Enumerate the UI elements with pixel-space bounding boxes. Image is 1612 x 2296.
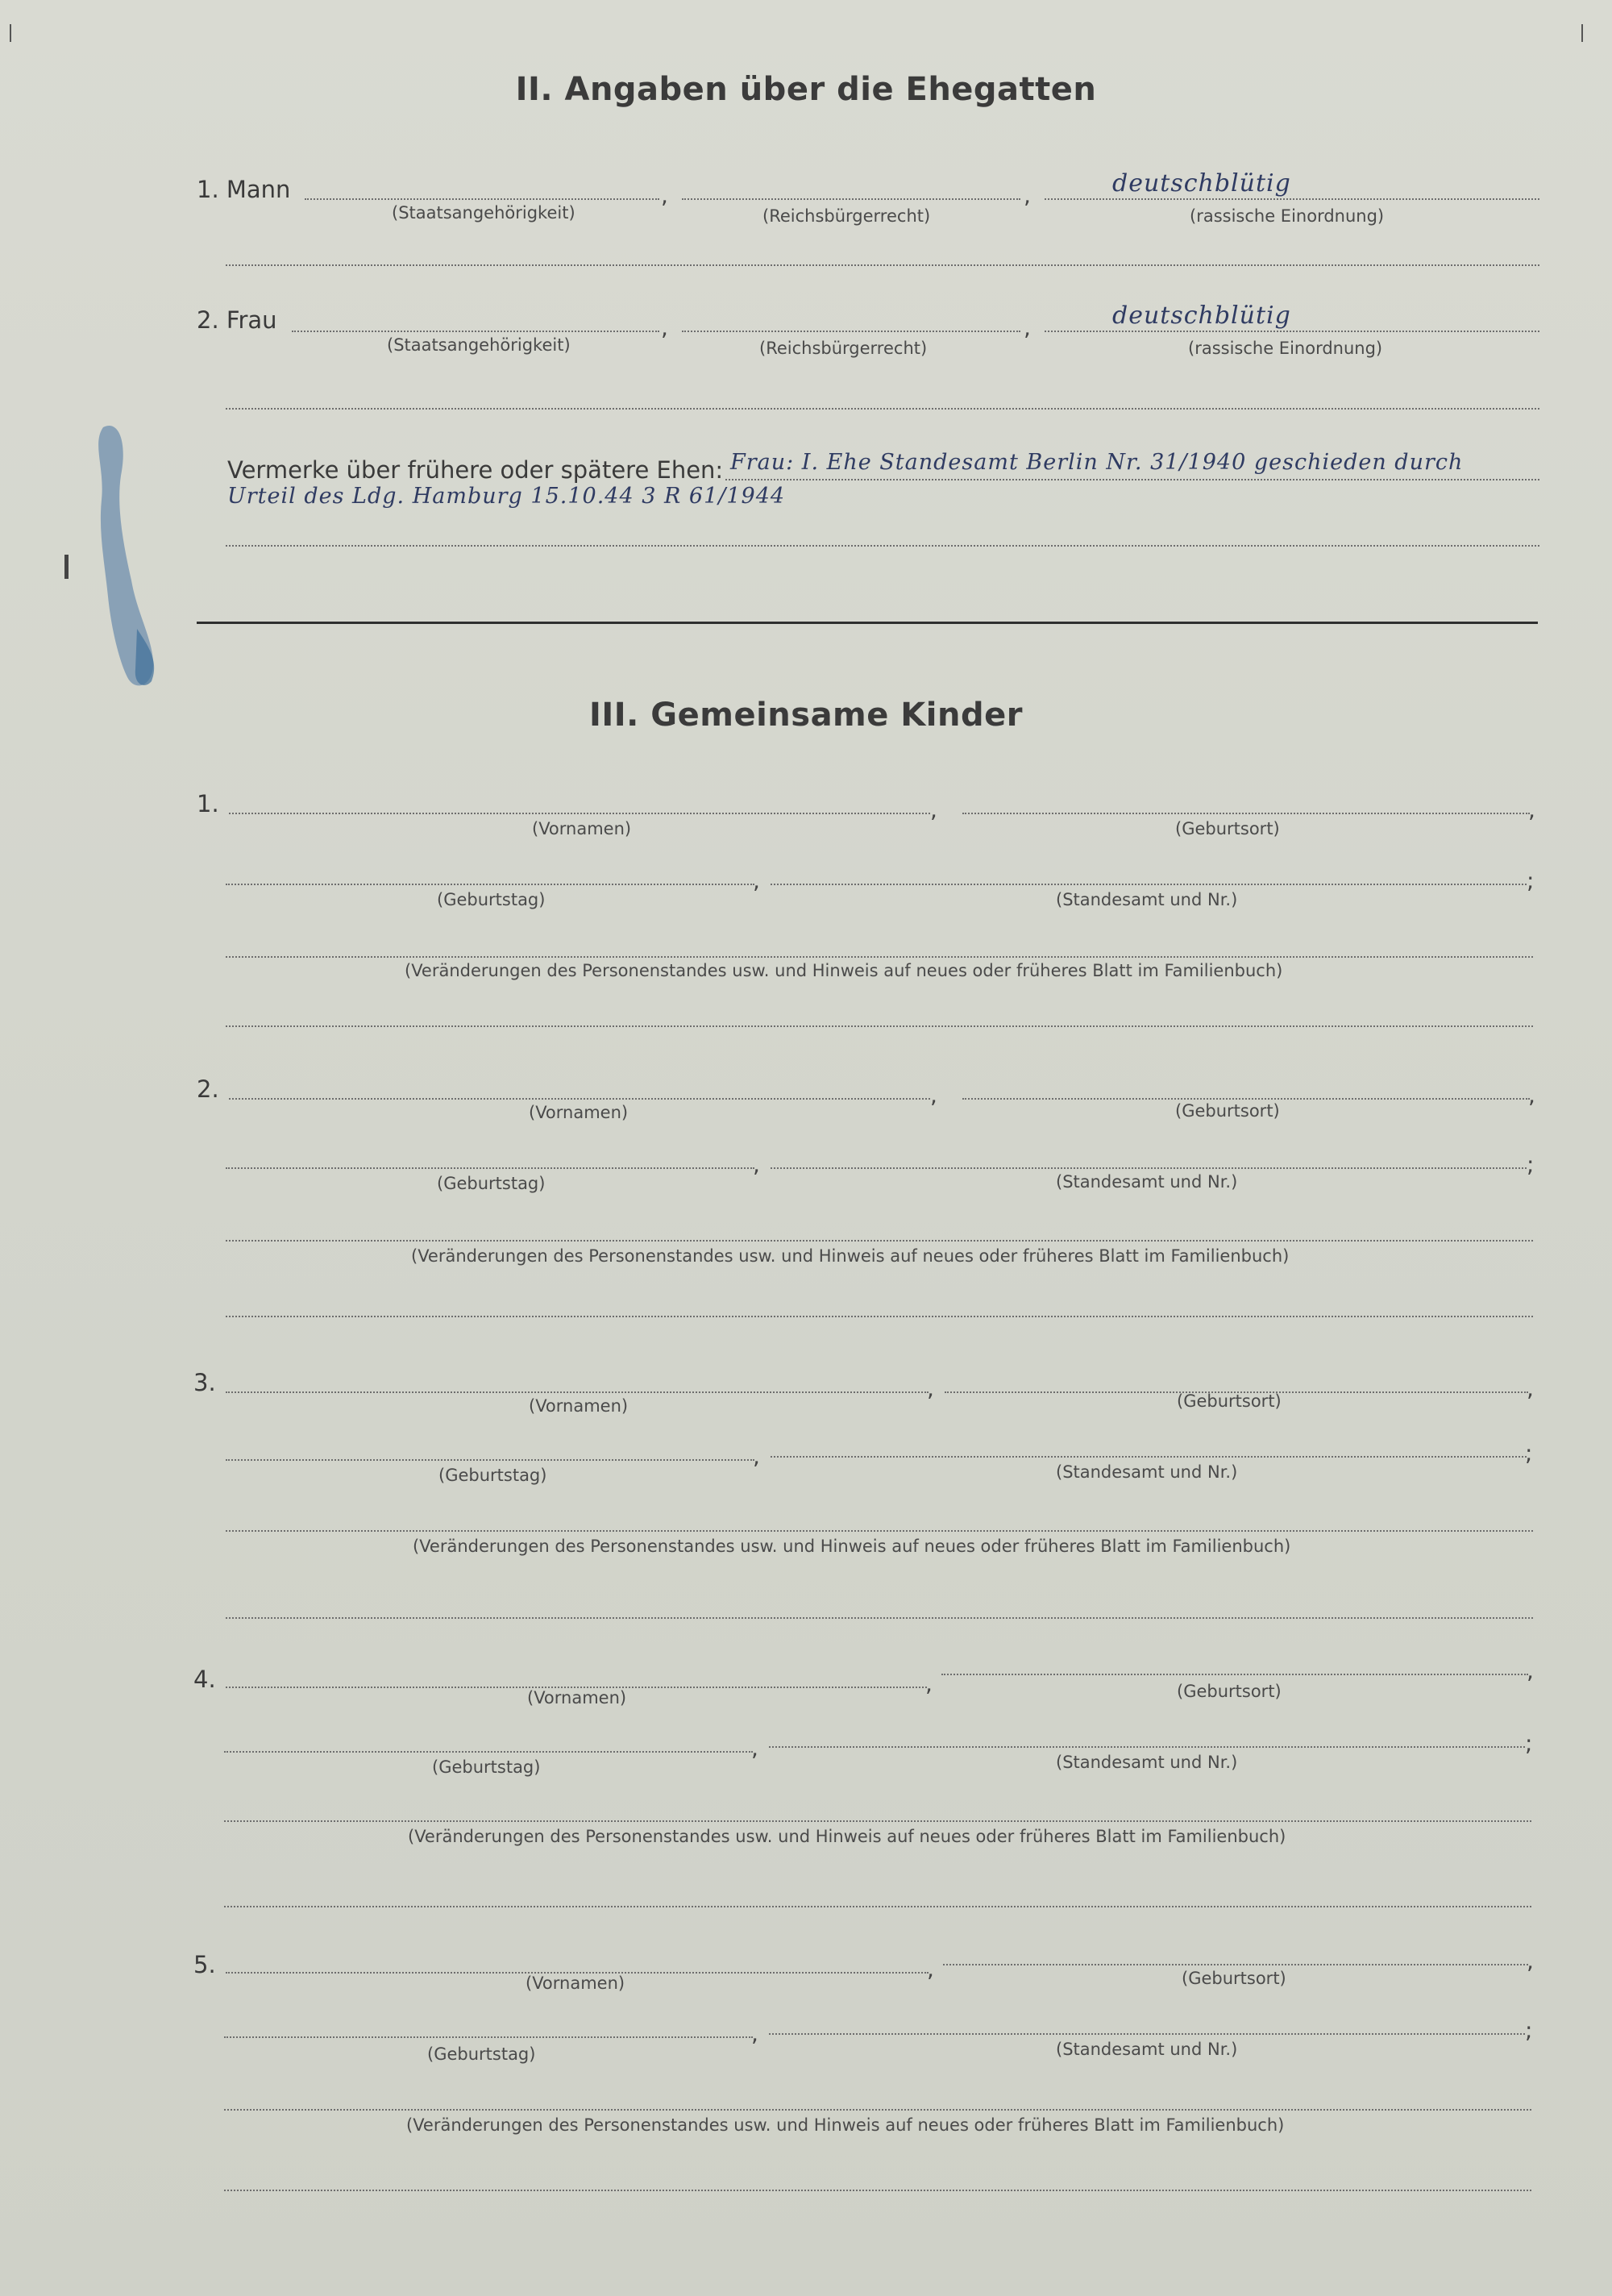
mann-label: 1. Mann xyxy=(197,176,291,203)
comma: , xyxy=(751,1735,758,1762)
caption-vornamen: (Vornamen) xyxy=(532,819,632,838)
semicolon: ; xyxy=(1525,2017,1533,2044)
comma: , xyxy=(661,182,668,209)
child-1-veraenderungen-field[interactable] xyxy=(226,956,1533,958)
comma: , xyxy=(753,867,760,894)
child-4-geburtsort-field[interactable] xyxy=(941,1674,1528,1675)
frau-extra-line[interactable] xyxy=(226,408,1539,410)
comma: , xyxy=(927,1956,934,1982)
child-3-extra-line[interactable] xyxy=(226,1617,1533,1619)
caption-vornamen: (Vornamen) xyxy=(526,1974,625,1993)
child-1-vornamen-field[interactable] xyxy=(229,813,930,814)
comma: , xyxy=(930,1082,937,1108)
child-4-geburtstag-field[interactable] xyxy=(224,1751,753,1753)
caption-veraenderungen: (Veränderungen des Personenstandes usw. und Hinweis auf neues oder früheres Blatt im Familienbuch) xyxy=(408,1827,1286,1846)
comma: , xyxy=(927,1375,934,1402)
caption-standesamt: (Standesamt und Nr.) xyxy=(1056,1462,1238,1482)
child-5-standesamt-field[interactable] xyxy=(769,2033,1525,2035)
child-3-vornamen-field[interactable] xyxy=(226,1391,929,1393)
comma: , xyxy=(1527,1948,1534,1974)
child-3-number: 3. xyxy=(193,1369,216,1396)
caption-geburtstag: (Geburtstag) xyxy=(437,890,546,909)
frau-staatsangehoerigkeit-field[interactable] xyxy=(292,331,659,332)
caption-vornamen: (Vornamen) xyxy=(529,1396,629,1416)
caption-geburtstag: (Geburtstag) xyxy=(427,2044,536,2064)
caption-geburtsort: (Geburtsort) xyxy=(1177,1682,1282,1701)
caption-geburtsort: (Geburtsort) xyxy=(1175,819,1280,838)
child-5-number: 5. xyxy=(193,1951,216,1978)
margin-mark-left xyxy=(10,24,11,42)
caption-vornamen: (Vornamen) xyxy=(529,1103,629,1122)
mann-staatsangehoerigkeit-field[interactable] xyxy=(305,198,659,200)
caption-staatsangehoerigkeit: (Staatsangehörigkeit) xyxy=(392,203,575,223)
caption-reichsbuergerrecht: (Reichsbürgerrecht) xyxy=(762,206,931,226)
semicolon: ; xyxy=(1525,1730,1533,1757)
frau-rassische-field[interactable] xyxy=(1045,331,1539,332)
child-2-number: 2. xyxy=(197,1075,219,1103)
section-title-kinder: III. Gemeinsame Kinder xyxy=(589,697,1023,734)
comma: , xyxy=(661,314,668,341)
child-5-geburtsort-field[interactable] xyxy=(943,1964,1528,1965)
caption-standesamt: (Standesamt und Nr.) xyxy=(1056,1172,1238,1192)
caption-standesamt: (Standesamt und Nr.) xyxy=(1056,2040,1238,2059)
section-title-ehegatten: II. Angaben über die Ehegatten xyxy=(515,71,1097,108)
comma: , xyxy=(751,2020,758,2047)
comma: , xyxy=(1528,797,1535,823)
child-3-standesamt-field[interactable] xyxy=(771,1456,1527,1458)
frau-label: 2. Frau xyxy=(197,306,277,334)
comma: , xyxy=(1527,1375,1534,1402)
child-1-number: 1. xyxy=(197,790,219,817)
comma: , xyxy=(753,1443,760,1470)
child-2-standesamt-field[interactable] xyxy=(771,1167,1527,1169)
caption-vornamen: (Vornamen) xyxy=(527,1688,627,1707)
comma: , xyxy=(925,1670,933,1697)
caption-geburtstag: (Geburtstag) xyxy=(437,1174,546,1193)
caption-geburtstag: (Geburtstag) xyxy=(432,1757,541,1777)
child-4-number: 4. xyxy=(193,1666,216,1693)
child-2-extra-line[interactable] xyxy=(226,1316,1533,1317)
caption-staatsangehoerigkeit: (Staatsangehörigkeit) xyxy=(387,335,571,355)
child-2-geburtstag-field[interactable] xyxy=(226,1167,754,1169)
frau-reichsbuergerrecht-field[interactable] xyxy=(682,331,1020,332)
frau-rassische-value: deutschblütig xyxy=(1112,302,1291,330)
child-1-geburtstag-field[interactable] xyxy=(226,884,754,885)
comma: , xyxy=(753,1151,760,1178)
child-2-vornamen-field[interactable] xyxy=(229,1098,930,1100)
caption-veraenderungen: (Veränderungen des Personenstandes usw. und Hinweis auf neues oder früheres Blatt im Familienbuch) xyxy=(411,1246,1290,1266)
child-1-geburtsort-field[interactable] xyxy=(962,813,1530,814)
caption-geburtsort: (Geburtsort) xyxy=(1177,1391,1282,1411)
child-4-veraenderungen-field[interactable] xyxy=(224,1820,1531,1822)
child-5-extra-line[interactable] xyxy=(224,2190,1531,2191)
section-divider xyxy=(197,622,1538,624)
child-1-standesamt-field[interactable] xyxy=(771,884,1527,885)
semicolon: ; xyxy=(1525,1440,1533,1466)
ink-dot xyxy=(64,555,69,579)
comma: , xyxy=(1024,314,1031,341)
child-2-geburtsort-field[interactable] xyxy=(962,1098,1530,1100)
caption-reichsbuergerrecht: (Reichsbürgerrecht) xyxy=(759,339,928,358)
mann-rassische-field[interactable] xyxy=(1045,198,1539,200)
vermerke-label: Vermerke über frühere oder spätere Ehen: xyxy=(227,456,724,484)
semicolon: ; xyxy=(1527,867,1535,894)
child-3-geburtstag-field[interactable] xyxy=(226,1459,754,1461)
margin-mark-right xyxy=(1581,24,1583,42)
comma: , xyxy=(930,797,937,823)
child-4-standesamt-field[interactable] xyxy=(769,1746,1525,1748)
caption-rassische: (rassische Einordnung) xyxy=(1190,206,1385,226)
vermerke-value-line2: Urteil des Ldg. Hamburg 15.10.44 3 R 61/1944 xyxy=(227,484,786,509)
child-1-extra-line[interactable] xyxy=(226,1025,1533,1027)
child-3-veraenderungen-field[interactable] xyxy=(226,1530,1533,1532)
caption-geburtsort: (Geburtsort) xyxy=(1182,1969,1286,1988)
child-5-veraenderungen-field[interactable] xyxy=(224,2109,1531,2111)
mann-extra-line[interactable] xyxy=(226,264,1539,266)
caption-veraenderungen: (Veränderungen des Personenstandes usw. und Hinweis auf neues oder früheres Blatt im Familienbuch) xyxy=(413,1537,1291,1556)
child-5-geburtstag-field[interactable] xyxy=(224,2036,753,2038)
comma: , xyxy=(1528,1082,1535,1108)
caption-standesamt: (Standesamt und Nr.) xyxy=(1056,890,1238,909)
child-2-veraenderungen-field[interactable] xyxy=(226,1240,1533,1242)
caption-veraenderungen: (Veränderungen des Personenstandes usw. und Hinweis auf neues oder früheres Blatt im Familienbuch) xyxy=(406,2115,1285,2135)
vermerke-value-line1: Frau: I. Ehe Standesamt Berlin Nr. 31/1940 geschieden durch xyxy=(730,450,1464,475)
child-4-extra-line[interactable] xyxy=(224,1906,1531,1907)
comma: , xyxy=(1024,182,1031,209)
vermerke-field-2[interactable] xyxy=(226,545,1539,547)
caption-standesamt: (Standesamt und Nr.) xyxy=(1056,1753,1238,1772)
vermerke-field-1[interactable] xyxy=(725,479,1539,480)
ink-stain xyxy=(87,419,160,693)
mann-rassische-value: deutschblütig xyxy=(1112,169,1291,198)
semicolon: ; xyxy=(1527,1151,1535,1178)
mann-reichsbuergerrecht-field[interactable] xyxy=(682,198,1020,200)
comma: , xyxy=(1527,1658,1534,1684)
caption-geburtsort: (Geburtsort) xyxy=(1175,1101,1280,1121)
caption-rassische: (rassische Einordnung) xyxy=(1188,339,1383,358)
caption-geburtstag: (Geburtstag) xyxy=(438,1466,547,1485)
caption-veraenderungen: (Veränderungen des Personenstandes usw. und Hinweis auf neues oder früheres Blatt im Familienbuch) xyxy=(405,961,1283,980)
